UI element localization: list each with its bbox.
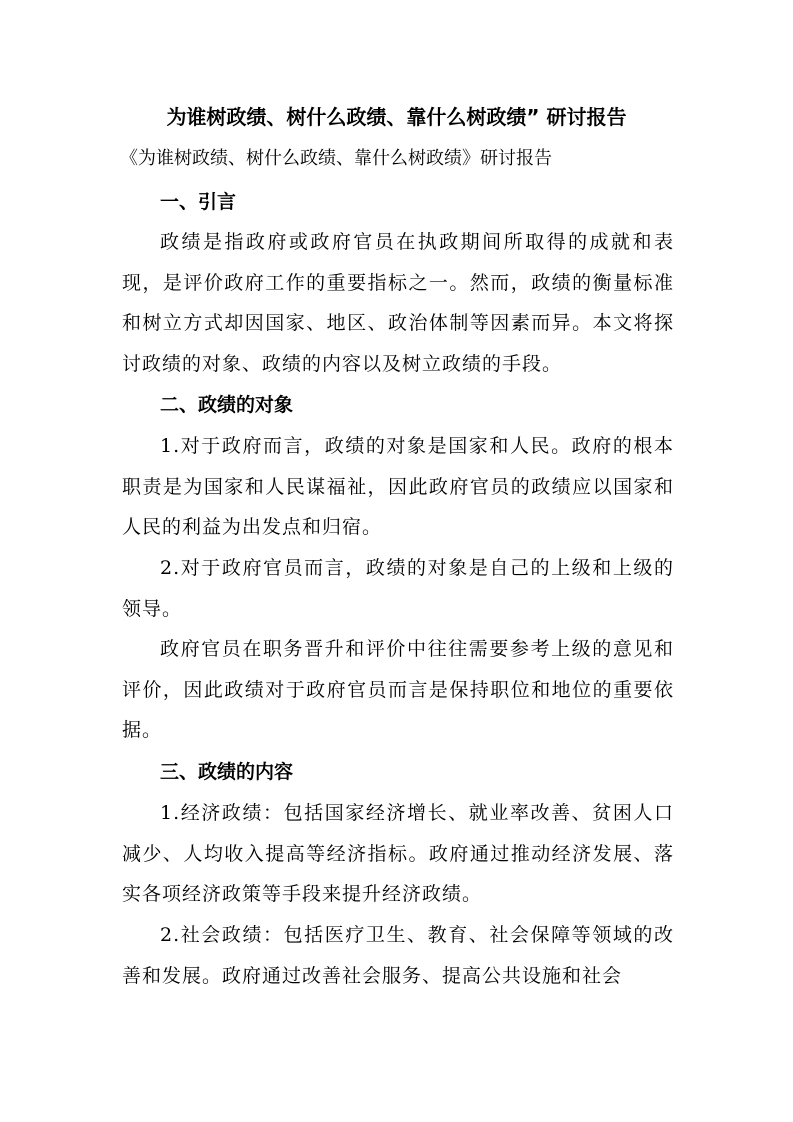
section-paragraph: 政府官员在职务晋升和评价中往往需要参考上级的意见和评价，因此政绩对于政府官员而言是保持职位和地位的重要依据。 bbox=[122, 638, 674, 741]
document-subtitle: 《为谁树政绩、树什么政绩、靠什么树政绩》研讨报告 bbox=[120, 148, 552, 169]
document-title: 为谁树政绩、树什么政绩、靠什么树政绩” 研讨报告 bbox=[166, 105, 627, 129]
section-paragraph: 1.经济政绩：包括国家经济增长、就业率改善、贫困人口减少、人均收入提高等经济指标。政府通过推动经济发展、落实各项经济政策等手段来提升经济政绩。 bbox=[122, 802, 674, 905]
section-heading-objects: 二、政绩的对象 bbox=[160, 394, 294, 416]
section-paragraph: 政绩是指政府或政府官员在执政期间所取得的成就和表现，是评价政府工作的重要指标之一。然而，政绩的衡量标准和树立方式却因国家、地区、政治体制等因素而异。本文将探讨政绩的对象、政绩的内容以及树立政绩的手段。 bbox=[122, 231, 674, 375]
section-paragraph: 2.社会政绩：包括医疗卫生、教育、社会保障等领域的改善和发展。政府通过改善社会服务、提高公共设施和社会 bbox=[122, 924, 674, 987]
section-heading-content: 三、政绩的内容 bbox=[160, 761, 294, 783]
section-heading-introduction: 一、引言 bbox=[160, 191, 237, 213]
section-paragraph: 1.对于政府而言，政绩的对象是国家和人民。政府的根本职责是为国家和人民谋福祉，因此政府官员的政绩应以国家和人民的利益为出发点和归宿。 bbox=[122, 435, 674, 538]
section-paragraph: 2.对于政府官员而言，政绩的对象是自己的上级和上级的领导。 bbox=[122, 557, 674, 620]
